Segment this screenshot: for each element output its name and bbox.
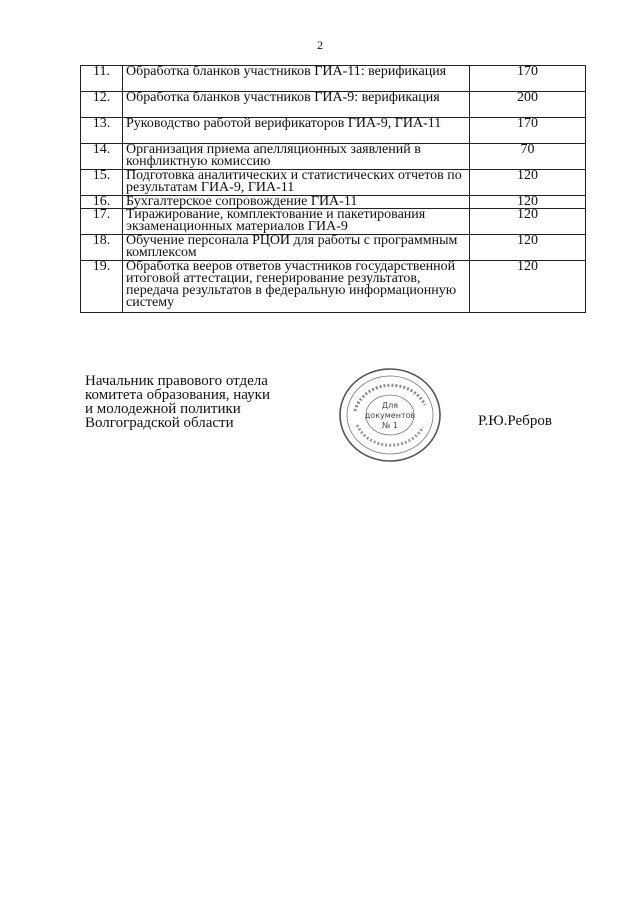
row-value: 120 bbox=[470, 261, 586, 313]
row-number: 19. bbox=[81, 261, 123, 313]
row-name: Обработка вееров ответов участников государственной итоговой аттестации, генерирование результатов, передача результатов в федеральную информационную систему bbox=[123, 261, 470, 313]
row-value: 120 bbox=[470, 170, 586, 196]
row-name: Организация приема апелляционных заявлений в конфликтную комиссию bbox=[123, 144, 470, 170]
signature-block bbox=[85, 374, 295, 430]
row-value: 120 bbox=[470, 235, 586, 261]
row-value: 170 bbox=[470, 118, 586, 144]
row-name: Бухгалтерское сопровождение ГИА-11 bbox=[123, 196, 470, 209]
signer-title-line: Начальник правового отдела bbox=[85, 373, 268, 389]
row-name: Руководство работой верификаторов ГИА-9, ГИА-11 bbox=[123, 118, 470, 144]
row-number: 18. bbox=[81, 235, 123, 261]
stamp-text: № 1 bbox=[382, 421, 398, 430]
row-name: Подготовка аналитических и статистических отчетов по результатам ГИА-9, ГИА-11 bbox=[123, 170, 470, 196]
row-name: Обработка бланков участников ГИА-11: верификация bbox=[123, 66, 470, 92]
row-value: 120 bbox=[470, 196, 586, 209]
row-number: 12. bbox=[81, 92, 123, 118]
tasks-table bbox=[80, 65, 586, 313]
row-name: Тиражирование, комплектование и пакетирования экзаменационных материалов ГИА-9 bbox=[123, 209, 470, 235]
signer-title-line: Волгоградской области bbox=[85, 415, 234, 431]
table-row bbox=[81, 170, 586, 196]
table-row bbox=[81, 235, 586, 261]
row-value: 170 bbox=[470, 66, 586, 92]
table-row bbox=[81, 92, 586, 118]
official-stamp bbox=[335, 365, 445, 465]
row-name: Обучение персонала РЦОИ для работы с программным комплексом bbox=[123, 235, 470, 261]
signer-name: Р.Ю.Ребров bbox=[478, 413, 552, 429]
row-value: 120 bbox=[470, 209, 586, 235]
signer-title-line: комитета образования, науки bbox=[85, 387, 270, 403]
row-name: Обработка бланков участников ГИА-9: верификация bbox=[123, 92, 470, 118]
signer-title-line: и молодежной политики bbox=[85, 401, 241, 417]
stamp-text: документов bbox=[364, 411, 416, 420]
row-value: 70 bbox=[470, 144, 586, 170]
row-number: 13. bbox=[81, 118, 123, 144]
table-row bbox=[81, 144, 586, 170]
table-row bbox=[81, 66, 586, 92]
row-value: 200 bbox=[470, 92, 586, 118]
table-row bbox=[81, 118, 586, 144]
row-number: 11. bbox=[81, 66, 123, 92]
table-row bbox=[81, 261, 586, 313]
stamp-text: Для bbox=[381, 401, 399, 410]
table-row bbox=[81, 209, 586, 235]
page-number: 2 bbox=[317, 38, 323, 52]
row-number: 17. bbox=[81, 209, 123, 235]
row-number: 15. bbox=[81, 170, 123, 196]
row-number: 14. bbox=[81, 144, 123, 170]
row-number: 16. bbox=[81, 196, 123, 209]
